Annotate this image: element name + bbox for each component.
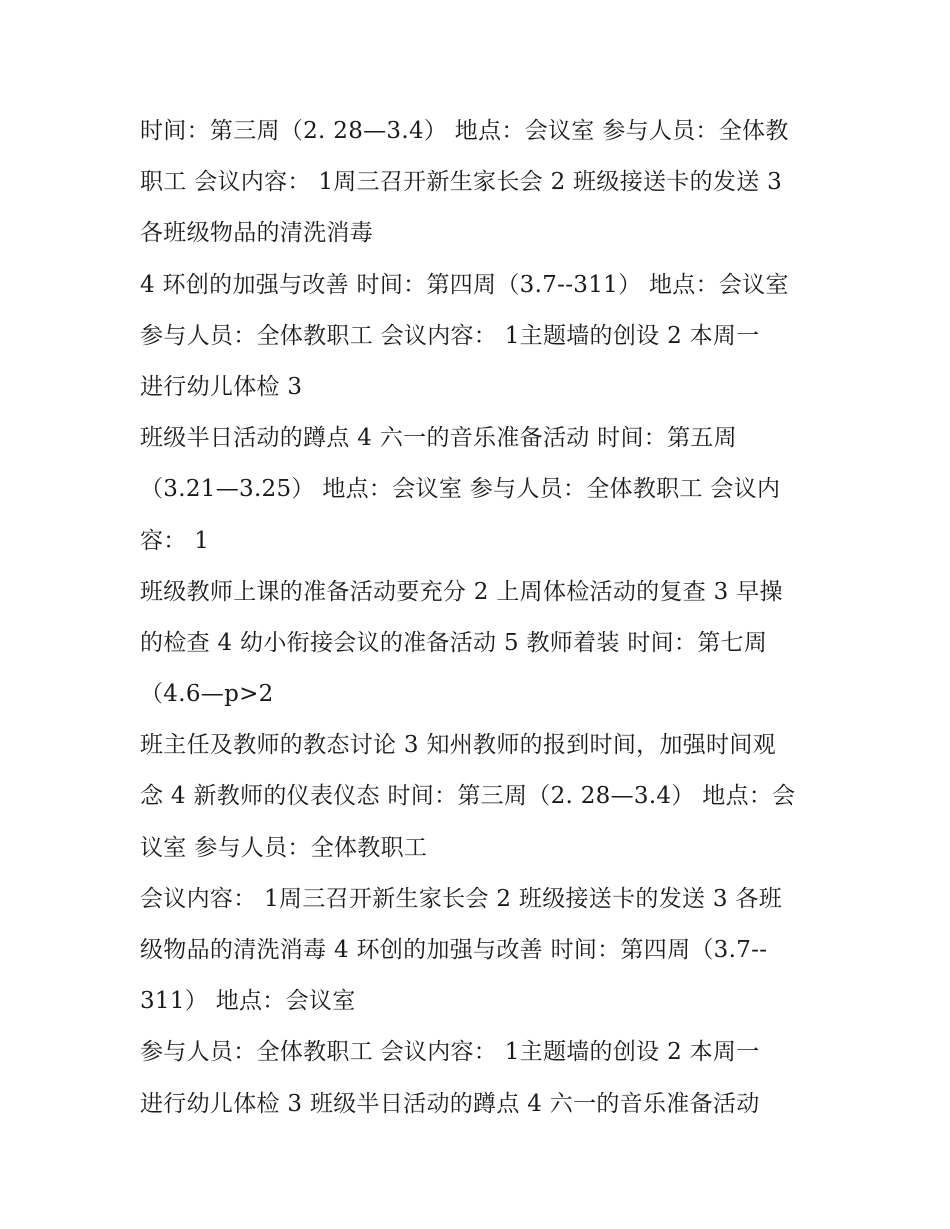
text-line: 容： 1 [140, 527, 210, 554]
text-line: （4.6—p>2 [140, 681, 274, 708]
text-line: 级物品的清洗消毒 4 环创的加强与改善 时间：第四周（3.7-- [140, 937, 768, 963]
text-line: 念 4 新教师的仪表仪态 时间：第三周（2. 28—3.4） 地点：会 [140, 783, 796, 810]
text-line: 班级教师上课的准备活动要充分 2 上周体检活动的复查 3 早操 [140, 578, 783, 605]
text-line: 311） 地点：会议室 [140, 988, 356, 1015]
text-line: 参与人员：全体教职工 会议内容： 1主题墙的创设 2 本周一 [140, 1039, 760, 1066]
text-line: 班主任及教师的教态讨论 3 知州教师的报到时间，加强时间观 [140, 732, 776, 759]
text-line: 参与人员：全体教职工 会议内容： 1主题墙的创设 2 本周一 [140, 322, 760, 349]
document-body [140, 106, 820, 1130]
text-line: 职工 会议内容： 1周三召开新生家长会 2 班级接送卡的发送 3 [140, 169, 783, 196]
text-line: 各班级物品的清洗消毒 [140, 220, 373, 247]
text-line: 4 环创的加强与改善 时间：第四周（3.7--311） 地点：会议室 [140, 271, 789, 298]
text-line: 进行幼儿体检 3 班级半日活动的蹲点 4 六一的音乐准备活动 [140, 1090, 760, 1117]
text-line: 议室 参与人员：全体教职工 [140, 834, 428, 861]
text-line: 的检查 4 幼小衔接会议的准备活动 5 教师着装 时间：第七周 [140, 629, 768, 656]
text-line: 班级半日活动的蹲点 4 六一的音乐准备活动 时间：第五周 [140, 425, 737, 452]
text-line: （3.21—3.25） 地点：会议室 参与人员：全体教职工 会议内 [140, 476, 781, 503]
text-line: 进行幼儿体检 3 [140, 373, 303, 400]
text-line: 会议内容： 1周三召开新生家长会 2 班级接送卡的发送 3 各班 [140, 885, 783, 912]
text-line: 时间：第三周（2. 28—3.4） 地点：会议室 参与人员：全体教 [140, 118, 789, 144]
